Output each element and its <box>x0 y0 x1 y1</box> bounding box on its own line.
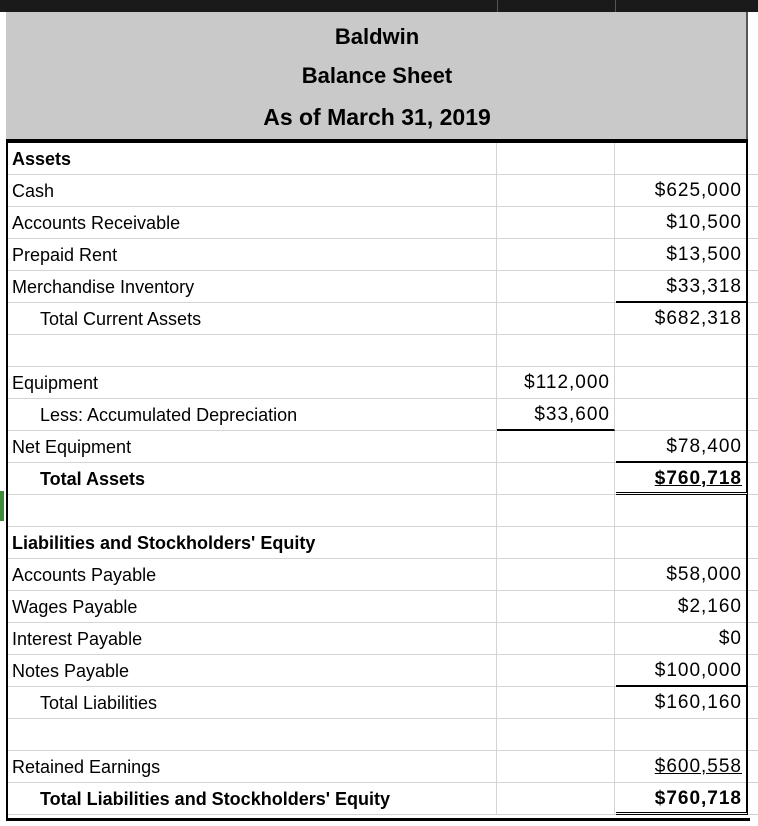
statement-header <box>6 12 748 140</box>
amount-value: $682,318 <box>654 308 742 329</box>
table-row <box>8 719 758 751</box>
cell-amount[interactable] <box>616 623 748 655</box>
cell-label[interactable] <box>8 495 497 527</box>
table-left-border <box>6 140 8 820</box>
table-row <box>8 175 758 207</box>
amount-value: $625,000 <box>654 180 742 201</box>
cell-subtotal[interactable] <box>497 687 615 719</box>
cell-amount[interactable] <box>616 431 748 463</box>
table-row <box>8 271 758 303</box>
cell-amount[interactable] <box>616 751 748 783</box>
cell-label[interactable] <box>8 655 497 687</box>
cell-subtotal[interactable] <box>497 271 615 303</box>
cell-amount[interactable] <box>616 143 748 175</box>
cell-subtotal[interactable] <box>497 719 615 751</box>
table-row <box>8 303 758 335</box>
table-bottom-border <box>6 818 750 821</box>
amount-value: $78,400 <box>666 436 742 457</box>
row-label: Retained Earnings <box>12 757 161 777</box>
cell-amount[interactable] <box>616 399 748 431</box>
amount-value: $13,500 <box>666 244 742 265</box>
row-label: Notes Payable <box>12 661 130 681</box>
cell-subtotal[interactable] <box>497 783 615 815</box>
table-row <box>8 623 758 655</box>
amount-value: $33,318 <box>666 276 742 297</box>
subtotal-value: $33,600 <box>534 404 610 425</box>
row-label: Liabilities and Stockholders' Equity <box>12 533 316 553</box>
cell-label[interactable] <box>8 367 497 399</box>
cell-label[interactable] <box>8 207 497 239</box>
cell-amount[interactable] <box>616 335 748 367</box>
table-row <box>8 751 758 783</box>
row-label: Merchandise Inventory <box>12 277 195 297</box>
table-row <box>8 783 758 815</box>
cell-label[interactable] <box>8 143 497 175</box>
amount-value: $10,500 <box>666 212 742 233</box>
cell-subtotal[interactable] <box>497 239 615 271</box>
cell-subtotal[interactable] <box>497 143 615 175</box>
table-row <box>8 559 758 591</box>
cell-amount[interactable] <box>616 239 748 271</box>
row-label: Net Equipment <box>12 437 132 457</box>
row-label: Less: Accumulated Depreciation <box>40 405 298 425</box>
cell-label[interactable] <box>8 527 497 559</box>
cell-subtotal[interactable] <box>497 559 615 591</box>
gridline-tick <box>750 814 758 815</box>
cell-amount[interactable] <box>616 175 748 207</box>
table-row <box>8 143 758 175</box>
company-name: Baldwin <box>334 24 420 49</box>
row-label: Prepaid Rent <box>12 245 118 265</box>
row-label: Equipment <box>12 373 99 393</box>
cell-label[interactable] <box>8 719 497 751</box>
cell-subtotal[interactable] <box>497 207 615 239</box>
cell-subtotal[interactable] <box>497 431 615 463</box>
cell-label[interactable] <box>8 271 497 303</box>
cell-amount[interactable] <box>616 303 748 335</box>
amount-value: $760,718 <box>654 788 742 809</box>
cell-subtotal[interactable] <box>497 623 615 655</box>
cell-amount[interactable] <box>616 527 748 559</box>
cell-label[interactable] <box>8 399 497 431</box>
cell-amount[interactable] <box>616 655 748 687</box>
amount-value: $100,000 <box>654 660 742 681</box>
cell-label[interactable] <box>8 559 497 591</box>
cell-subtotal[interactable] <box>497 655 615 687</box>
cell-amount[interactable] <box>616 719 748 751</box>
row-label: Wages Payable <box>12 597 138 617</box>
row-label: Total Assets <box>40 469 146 489</box>
cell-subtotal[interactable] <box>497 367 615 399</box>
row-label: Total Current Assets <box>40 309 202 329</box>
table-row <box>8 591 758 623</box>
amount-value: $58,000 <box>666 564 742 585</box>
subtotal-value: $112,000 <box>524 372 610 393</box>
cell-subtotal[interactable] <box>497 463 615 495</box>
amount-value: $160,160 <box>654 692 742 713</box>
table-row <box>8 335 758 367</box>
cell-subtotal[interactable] <box>497 527 615 559</box>
cell-amount[interactable] <box>616 783 748 815</box>
amount-value: $600,558 <box>654 756 742 777</box>
row-label: Assets <box>12 149 72 169</box>
cell-label[interactable] <box>8 463 497 495</box>
amount-value: $760,718 <box>654 468 742 489</box>
cell-label[interactable] <box>8 239 497 271</box>
selection-marker <box>0 491 4 521</box>
row-label: Total Liabilities and Stockholders' Equity <box>40 789 390 809</box>
row-label: Accounts Receivable <box>12 213 181 233</box>
cell-subtotal[interactable] <box>497 303 615 335</box>
table-row <box>8 687 758 719</box>
cell-amount[interactable] <box>616 367 748 399</box>
cell-amount[interactable] <box>616 463 748 495</box>
row-label: Accounts Payable <box>12 565 157 585</box>
row-label: Total Liabilities <box>40 693 158 713</box>
cell-amount[interactable] <box>616 591 748 623</box>
amount-value: $0 <box>718 628 742 649</box>
table-row <box>8 463 758 495</box>
row-label: Cash <box>12 181 55 201</box>
table-row <box>8 431 758 463</box>
table-row <box>8 367 758 399</box>
column-header-strip <box>0 0 758 12</box>
cell-label[interactable] <box>8 623 497 655</box>
statement-title: Balance Sheet <box>301 63 453 88</box>
cell-label[interactable] <box>8 591 497 623</box>
cell-subtotal[interactable] <box>497 751 615 783</box>
cell-subtotal[interactable] <box>497 591 615 623</box>
cell-label[interactable] <box>8 751 497 783</box>
cell-subtotal[interactable] <box>497 399 615 431</box>
statement-date: As of March 31, 2019 <box>263 104 491 130</box>
cell-label[interactable] <box>8 303 497 335</box>
cell-subtotal[interactable] <box>497 175 615 207</box>
cell-amount[interactable] <box>616 207 748 239</box>
row-label: Interest Payable <box>12 629 143 649</box>
cell-amount[interactable] <box>616 495 748 527</box>
cell-subtotal[interactable] <box>497 335 615 367</box>
cell-label[interactable] <box>8 687 497 719</box>
table-row <box>8 655 758 687</box>
table-row <box>8 527 758 559</box>
cell-label[interactable] <box>8 335 497 367</box>
table-row <box>8 239 758 271</box>
cell-label[interactable] <box>8 783 497 815</box>
cell-label[interactable] <box>8 431 497 463</box>
cell-amount[interactable] <box>616 687 748 719</box>
cell-amount[interactable] <box>616 559 748 591</box>
table-row <box>8 495 758 527</box>
cell-amount[interactable] <box>616 271 748 303</box>
table-row <box>8 207 758 239</box>
cell-subtotal[interactable] <box>497 495 615 527</box>
table-row <box>8 399 758 431</box>
cell-label[interactable] <box>8 175 497 207</box>
amount-value: $2,160 <box>677 596 742 617</box>
